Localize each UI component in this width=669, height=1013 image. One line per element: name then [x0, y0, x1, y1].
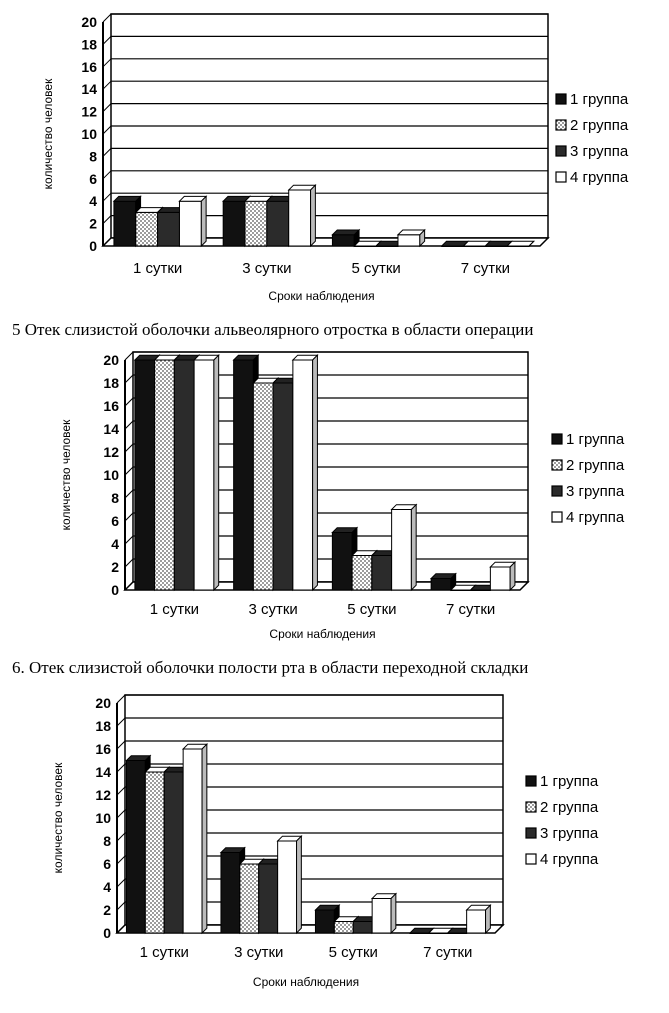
chart-2	[0, 316, 669, 656]
gridline-side	[125, 490, 133, 498]
gridline-side	[117, 902, 125, 910]
x-tick-label: 3 сутки	[242, 260, 292, 277]
legend-label: 3 группа	[566, 483, 625, 500]
gridline-side	[117, 810, 125, 818]
legend-swatch	[526, 776, 536, 786]
y-axis-label: количество человек	[51, 762, 65, 874]
y-tick-label: 6	[103, 856, 111, 872]
y-tick-label: 6	[89, 170, 97, 187]
y-tick-label: 12	[81, 103, 97, 120]
legend-label: 4 группа	[570, 169, 629, 186]
y-tick-label: 14	[95, 764, 111, 780]
chart-3	[0, 656, 669, 1013]
gridline-side	[117, 879, 125, 887]
y-tick-label: 6	[111, 513, 119, 529]
gridline-side	[103, 171, 111, 179]
chart-2-svg	[0, 316, 669, 656]
x-tick-label: 1 сутки	[139, 944, 189, 961]
y-tick-label: 0	[111, 582, 119, 598]
bar	[392, 505, 417, 590]
legend-label: 3 группа	[570, 143, 629, 160]
legend-swatch	[556, 94, 566, 104]
y-tick-label: 20	[95, 695, 111, 711]
y-tick-label: 8	[111, 490, 119, 506]
gridline-side	[103, 14, 111, 22]
legend-label: 2 группа	[566, 457, 625, 474]
y-tick-label: 4	[89, 193, 97, 210]
x-axis-label: Сроки наблюдения	[268, 289, 375, 303]
bar	[467, 905, 491, 933]
bar	[332, 230, 359, 246]
gridline-side	[125, 375, 133, 383]
y-tick-label: 12	[103, 444, 119, 460]
chart-1-svg	[0, 0, 669, 310]
bar	[490, 562, 515, 590]
bar	[372, 894, 396, 933]
bar	[194, 355, 219, 590]
gridline-side	[103, 104, 111, 112]
legend-swatch	[526, 854, 536, 864]
x-tick-label: 3 сутки	[234, 944, 284, 961]
gridline-side	[103, 81, 111, 89]
y-tick-label: 4	[103, 879, 111, 895]
y-tick-label: 10	[81, 126, 97, 142]
y-tick-label: 10	[95, 810, 111, 826]
legend-swatch	[526, 802, 536, 812]
legend-label: 1 группа	[570, 91, 629, 108]
y-tick-label: 2	[103, 902, 111, 918]
gridline-side	[125, 444, 133, 452]
gridline-side	[125, 513, 133, 521]
y-tick-label: 20	[103, 352, 119, 368]
gridline-side	[103, 59, 111, 67]
y-tick-label: 16	[81, 58, 97, 75]
bar	[183, 744, 207, 933]
gridline-side	[125, 352, 133, 360]
y-tick-label: 2	[111, 559, 119, 575]
gridline-side	[103, 36, 111, 44]
y-tick-label: 4	[111, 536, 119, 552]
legend-label: 1 группа	[540, 773, 599, 790]
x-tick-label: 7 сутки	[460, 260, 511, 277]
x-axis-label: Сроки наблюдения	[269, 627, 376, 641]
gridline-side	[103, 193, 111, 201]
bar	[431, 574, 456, 590]
x-axis-label: Сроки наблюдения	[252, 975, 360, 989]
y-tick-label: 12	[95, 787, 111, 803]
gridline-side	[103, 216, 111, 224]
y-tick-label: 14	[103, 421, 119, 437]
gridline-side	[117, 856, 125, 864]
y-tick-label: 14	[81, 81, 97, 98]
gridline-side	[103, 126, 111, 134]
y-axis-label: количество человек	[59, 419, 73, 531]
legend-label: 4 группа	[566, 509, 625, 526]
x-tick-label: 7 сутки	[423, 944, 473, 961]
bar	[507, 241, 534, 246]
x-tick-label: 7 сутки	[445, 601, 496, 618]
gridline-side	[103, 148, 111, 156]
legend-label: 4 группа	[540, 851, 599, 868]
y-tick-label: 10	[103, 467, 119, 483]
chart-3-svg	[0, 656, 669, 1013]
y-tick-label: 0	[89, 238, 97, 254]
x-tick-label: 1 сутки	[149, 601, 200, 618]
gridline-side	[117, 787, 125, 795]
y-axis-label: количество человек	[41, 78, 55, 190]
gridline-side	[125, 421, 133, 429]
legend-swatch	[556, 172, 566, 182]
legend-swatch	[526, 828, 536, 838]
gridline-side	[117, 741, 125, 749]
legend-label: 1 группа	[566, 431, 625, 448]
legend-label: 3 группа	[540, 825, 599, 842]
bar	[278, 836, 302, 933]
bar	[398, 230, 425, 246]
chart-1	[0, 0, 669, 310]
y-tick-label: 20	[81, 14, 97, 30]
x-tick-label: 5 сутки	[328, 944, 378, 961]
gridline-side	[125, 559, 133, 567]
x-tick-label: 1 сутки	[132, 260, 183, 277]
legend-swatch	[552, 460, 562, 470]
gridline-side	[117, 695, 125, 703]
x-tick-label: 5 сутки	[347, 601, 397, 618]
legend-label: 2 группа	[570, 117, 629, 134]
gridline-side	[117, 718, 125, 726]
y-tick-label: 0	[103, 925, 111, 941]
x-tick-label: 3 сутки	[248, 601, 298, 618]
gridline-side	[117, 764, 125, 772]
y-tick-label: 18	[95, 718, 111, 734]
bar	[179, 196, 206, 246]
y-tick-label: 18	[103, 375, 119, 391]
y-tick-label: 8	[89, 148, 97, 165]
legend-swatch	[556, 146, 566, 156]
y-tick-label: 18	[81, 36, 97, 53]
x-tick-label: 5 сутки	[351, 260, 401, 277]
legend-swatch	[552, 434, 562, 444]
legend-label: 2 группа	[540, 799, 599, 816]
y-tick-label: 16	[103, 398, 119, 414]
y-tick-label: 8	[103, 833, 111, 849]
gridline-side	[117, 833, 125, 841]
y-tick-label: 16	[95, 741, 111, 757]
chart-3-title: 6. Отек слизистой оболочки полости рта в области переходной складки	[12, 658, 529, 677]
legend-swatch	[552, 512, 562, 522]
bar	[289, 185, 316, 246]
gridline-side	[125, 467, 133, 475]
chart-2-title: 5 Отек слизистой оболочки альвеолярного отростка в области операции	[12, 320, 534, 339]
gridline-side	[125, 398, 133, 406]
gridline-side	[125, 536, 133, 544]
bar	[293, 355, 318, 590]
legend-swatch	[556, 120, 566, 130]
legend-swatch	[552, 486, 562, 496]
y-tick-label: 2	[89, 215, 97, 232]
